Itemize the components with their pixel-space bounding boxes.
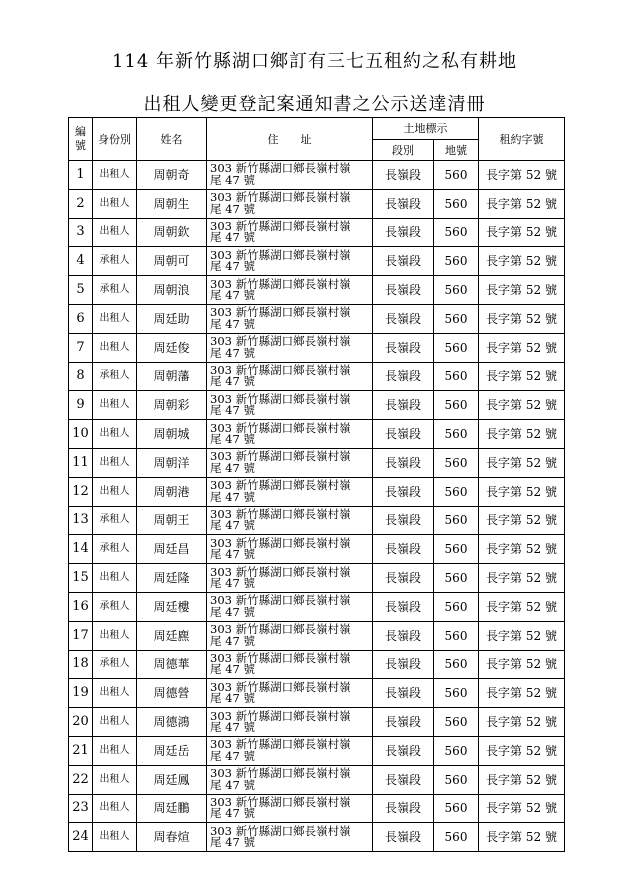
row-segment: 長嶺段 [373, 621, 434, 650]
row-land-number: 560 [434, 765, 479, 794]
row-segment: 長嶺段 [373, 276, 434, 305]
row-segment: 長嶺段 [373, 794, 434, 823]
row-contract-number: 長字第 52 號 [479, 276, 565, 305]
row-land-number: 560 [434, 218, 479, 247]
row-contract-number: 長字第 52 號 [479, 506, 565, 535]
row-contract-number: 長字第 52 號 [479, 218, 565, 247]
table-row [69, 218, 565, 247]
row-role: 出租人 [93, 333, 137, 362]
table-row [69, 333, 565, 362]
table-row [69, 304, 565, 333]
header-address: 住 址 [207, 118, 373, 161]
row-land-number: 560 [434, 621, 479, 650]
row-segment: 長嶺段 [373, 189, 434, 218]
row-name: 周朝洋 [137, 448, 207, 477]
row-name: 周廷俊 [137, 333, 207, 362]
row-segment: 長嶺段 [373, 448, 434, 477]
header-no-bottom: 號 [75, 139, 86, 152]
row-role: 承租人 [93, 247, 137, 276]
row-number: 3 [69, 218, 93, 247]
row-number: 11 [69, 448, 93, 477]
row-number: 16 [69, 592, 93, 621]
row-contract-number: 長字第 52 號 [479, 592, 565, 621]
delivery-register-table [68, 117, 565, 852]
table-row [69, 708, 565, 737]
row-address: 303 新竹縣湖口鄉長嶺村嶺 尾 47 號 [207, 794, 373, 823]
row-name: 周朝城 [137, 420, 207, 449]
row-segment: 長嶺段 [373, 823, 434, 852]
table-row [69, 477, 565, 506]
row-address: 303 新竹縣湖口鄉長嶺村嶺 尾 47 號 [207, 477, 373, 506]
row-name: 周廷鵬 [137, 794, 207, 823]
table-row [69, 420, 565, 449]
row-contract-number: 長字第 52 號 [479, 477, 565, 506]
row-address: 303 新竹縣湖口鄉長嶺村嶺 尾 47 號 [207, 362, 373, 391]
row-role: 承租人 [93, 362, 137, 391]
row-role: 承租人 [93, 650, 137, 679]
row-contract-number: 長字第 52 號 [479, 708, 565, 737]
row-name: 周廷昌 [137, 535, 207, 564]
row-number: 7 [69, 333, 93, 362]
table-row [69, 247, 565, 276]
row-role: 出租人 [93, 477, 137, 506]
row-number: 18 [69, 650, 93, 679]
row-segment: 長嶺段 [373, 592, 434, 621]
row-role: 承租人 [93, 276, 137, 305]
row-role: 出租人 [93, 304, 137, 333]
header-no-top: 編 [75, 125, 86, 138]
row-address: 303 新竹縣湖口鄉長嶺村嶺 尾 47 號 [207, 391, 373, 420]
header-name: 姓名 [137, 118, 207, 161]
row-land-number: 560 [434, 823, 479, 852]
row-number: 22 [69, 765, 93, 794]
row-land-number: 560 [434, 304, 479, 333]
row-land-number: 560 [434, 391, 479, 420]
row-role: 出租人 [93, 679, 137, 708]
row-name: 周春煊 [137, 823, 207, 852]
row-address: 303 新竹縣湖口鄉長嶺村嶺 尾 47 號 [207, 506, 373, 535]
row-land-number: 560 [434, 477, 479, 506]
row-land-number: 560 [434, 679, 479, 708]
table-row [69, 823, 565, 852]
row-contract-number: 長字第 52 號 [479, 362, 565, 391]
table-row [69, 391, 565, 420]
row-contract-number: 長字第 52 號 [479, 794, 565, 823]
row-contract-number: 長字第 52 號 [479, 564, 565, 593]
row-address: 303 新竹縣湖口鄉長嶺村嶺 尾 47 號 [207, 535, 373, 564]
header-number: 地號 [434, 140, 479, 161]
row-contract-number: 長字第 52 號 [479, 333, 565, 362]
row-role: 出租人 [93, 564, 137, 593]
row-segment: 長嶺段 [373, 679, 434, 708]
row-role: 出租人 [93, 161, 137, 190]
row-number: 20 [69, 708, 93, 737]
row-number: 24 [69, 823, 93, 852]
row-contract-number: 長字第 52 號 [479, 448, 565, 477]
row-name: 周朝港 [137, 477, 207, 506]
row-number: 4 [69, 247, 93, 276]
row-name: 周廷鳳 [137, 765, 207, 794]
row-address: 303 新竹縣湖口鄉長嶺村嶺 尾 47 號 [207, 276, 373, 305]
row-number: 17 [69, 621, 93, 650]
table-row [69, 564, 565, 593]
document-title-line1: 114 年新竹縣湖口鄉訂有三七五租約之私有耕地 [111, 51, 518, 72]
row-address: 303 新竹縣湖口鄉長嶺村嶺 尾 47 號 [207, 420, 373, 449]
row-contract-number: 長字第 52 號 [479, 650, 565, 679]
header-role: 身份別 [93, 118, 137, 161]
row-address: 303 新竹縣湖口鄉長嶺村嶺 尾 47 號 [207, 592, 373, 621]
row-segment: 長嶺段 [373, 333, 434, 362]
row-address: 303 新竹縣湖口鄉長嶺村嶺 尾 47 號 [207, 708, 373, 737]
header-contract: 租約字號 [479, 118, 565, 161]
row-land-number: 560 [434, 247, 479, 276]
row-land-number: 560 [434, 708, 479, 737]
row-segment: 長嶺段 [373, 535, 434, 564]
row-land-number: 560 [434, 448, 479, 477]
table-row [69, 161, 565, 190]
row-land-number: 560 [434, 420, 479, 449]
row-name: 周朝生 [137, 189, 207, 218]
row-address: 303 新竹縣湖口鄉長嶺村嶺 尾 47 號 [207, 161, 373, 190]
row-number: 8 [69, 362, 93, 391]
row-role: 出租人 [93, 823, 137, 852]
row-name: 周廷助 [137, 304, 207, 333]
row-name: 周朝藩 [137, 362, 207, 391]
row-land-number: 560 [434, 362, 479, 391]
row-land-number: 560 [434, 189, 479, 218]
row-land-number: 560 [434, 535, 479, 564]
row-number: 2 [69, 189, 93, 218]
row-name: 周朝奇 [137, 161, 207, 190]
row-number: 23 [69, 794, 93, 823]
table-row [69, 736, 565, 765]
row-name: 周廷樓 [137, 592, 207, 621]
row-segment: 長嶺段 [373, 247, 434, 276]
row-address: 303 新竹縣湖口鄉長嶺村嶺 尾 47 號 [207, 218, 373, 247]
header-segment: 段別 [373, 140, 434, 161]
row-contract-number: 長字第 52 號 [479, 391, 565, 420]
row-role: 出租人 [93, 736, 137, 765]
row-contract-number: 長字第 52 號 [479, 621, 565, 650]
header-no [69, 118, 93, 161]
row-land-number: 560 [434, 650, 479, 679]
document-title-line2: 出租人變更登記案通知書之公示送達清冊 [143, 94, 486, 115]
row-number: 5 [69, 276, 93, 305]
table-row [69, 189, 565, 218]
row-contract-number: 長字第 52 號 [479, 765, 565, 794]
table-row [69, 535, 565, 564]
row-contract-number: 長字第 52 號 [479, 679, 565, 708]
row-number: 15 [69, 564, 93, 593]
row-segment: 長嶺段 [373, 650, 434, 679]
row-number: 1 [69, 161, 93, 190]
row-land-number: 560 [434, 506, 479, 535]
row-address: 303 新竹縣湖口鄉長嶺村嶺 尾 47 號 [207, 679, 373, 708]
table-row [69, 650, 565, 679]
row-name: 周廷岳 [137, 736, 207, 765]
row-role: 出租人 [93, 218, 137, 247]
header-land: 土地標示 [373, 118, 479, 140]
row-segment: 長嶺段 [373, 765, 434, 794]
row-segment: 長嶺段 [373, 304, 434, 333]
row-role: 承租人 [93, 535, 137, 564]
row-name: 周廷麃 [137, 621, 207, 650]
row-number: 9 [69, 391, 93, 420]
row-land-number: 560 [434, 333, 479, 362]
row-name: 周朝王 [137, 506, 207, 535]
row-address: 303 新竹縣湖口鄉長嶺村嶺 尾 47 號 [207, 736, 373, 765]
row-segment: 長嶺段 [373, 477, 434, 506]
row-name: 周朝彩 [137, 391, 207, 420]
row-name: 周德鴻 [137, 708, 207, 737]
row-land-number: 560 [434, 592, 479, 621]
row-segment: 長嶺段 [373, 420, 434, 449]
row-contract-number: 長字第 52 號 [479, 161, 565, 190]
row-role: 出租人 [93, 708, 137, 737]
row-segment: 長嶺段 [373, 391, 434, 420]
row-land-number: 560 [434, 564, 479, 593]
table-row [69, 794, 565, 823]
row-segment: 長嶺段 [373, 506, 434, 535]
row-segment: 長嶺段 [373, 736, 434, 765]
row-number: 12 [69, 477, 93, 506]
table-body [69, 161, 565, 852]
row-address: 303 新竹縣湖口鄉長嶺村嶺 尾 47 號 [207, 448, 373, 477]
row-land-number: 560 [434, 161, 479, 190]
row-contract-number: 長字第 52 號 [479, 304, 565, 333]
row-name: 周朝浪 [137, 276, 207, 305]
table-row [69, 621, 565, 650]
row-role: 出租人 [93, 391, 137, 420]
row-number: 13 [69, 506, 93, 535]
table-row [69, 506, 565, 535]
row-role: 出租人 [93, 765, 137, 794]
row-role: 出租人 [93, 448, 137, 477]
table-row [69, 362, 565, 391]
row-contract-number: 長字第 52 號 [479, 247, 565, 276]
row-address: 303 新竹縣湖口鄉長嶺村嶺 尾 47 號 [207, 765, 373, 794]
row-address: 303 新竹縣湖口鄉長嶺村嶺 尾 47 號 [207, 650, 373, 679]
table-row [69, 679, 565, 708]
row-contract-number: 長字第 52 號 [479, 736, 565, 765]
row-contract-number: 長字第 52 號 [479, 189, 565, 218]
table-row [69, 448, 565, 477]
row-address: 303 新竹縣湖口鄉長嶺村嶺 尾 47 號 [207, 304, 373, 333]
row-address: 303 新竹縣湖口鄉長嶺村嶺 尾 47 號 [207, 189, 373, 218]
row-segment: 長嶺段 [373, 362, 434, 391]
row-contract-number: 長字第 52 號 [479, 420, 565, 449]
table-row [69, 592, 565, 621]
row-name: 周廷隆 [137, 564, 207, 593]
row-segment: 長嶺段 [373, 708, 434, 737]
table-row [69, 276, 565, 305]
row-name: 周德華 [137, 650, 207, 679]
row-number: 6 [69, 304, 93, 333]
row-address: 303 新竹縣湖口鄉長嶺村嶺 尾 47 號 [207, 823, 373, 852]
row-number: 21 [69, 736, 93, 765]
row-number: 19 [69, 679, 93, 708]
row-segment: 長嶺段 [373, 218, 434, 247]
row-land-number: 560 [434, 736, 479, 765]
row-segment: 長嶺段 [373, 564, 434, 593]
row-role: 出租人 [93, 189, 137, 218]
row-role: 出租人 [93, 621, 137, 650]
row-name: 周朝欽 [137, 218, 207, 247]
row-land-number: 560 [434, 794, 479, 823]
row-address: 303 新竹縣湖口鄉長嶺村嶺 尾 47 號 [207, 333, 373, 362]
row-number: 10 [69, 420, 93, 449]
table-row [69, 765, 565, 794]
row-number: 14 [69, 535, 93, 564]
row-address: 303 新竹縣湖口鄉長嶺村嶺 尾 47 號 [207, 621, 373, 650]
row-address: 303 新竹縣湖口鄉長嶺村嶺 尾 47 號 [207, 247, 373, 276]
row-contract-number: 長字第 52 號 [479, 535, 565, 564]
row-role: 出租人 [93, 420, 137, 449]
row-name: 周朝可 [137, 247, 207, 276]
row-contract-number: 長字第 52 號 [479, 823, 565, 852]
row-name: 周德營 [137, 679, 207, 708]
row-segment: 長嶺段 [373, 161, 434, 190]
row-role: 承租人 [93, 506, 137, 535]
row-role: 出租人 [93, 794, 137, 823]
row-role: 承租人 [93, 592, 137, 621]
row-address: 303 新竹縣湖口鄉長嶺村嶺 尾 47 號 [207, 564, 373, 593]
row-land-number: 560 [434, 276, 479, 305]
